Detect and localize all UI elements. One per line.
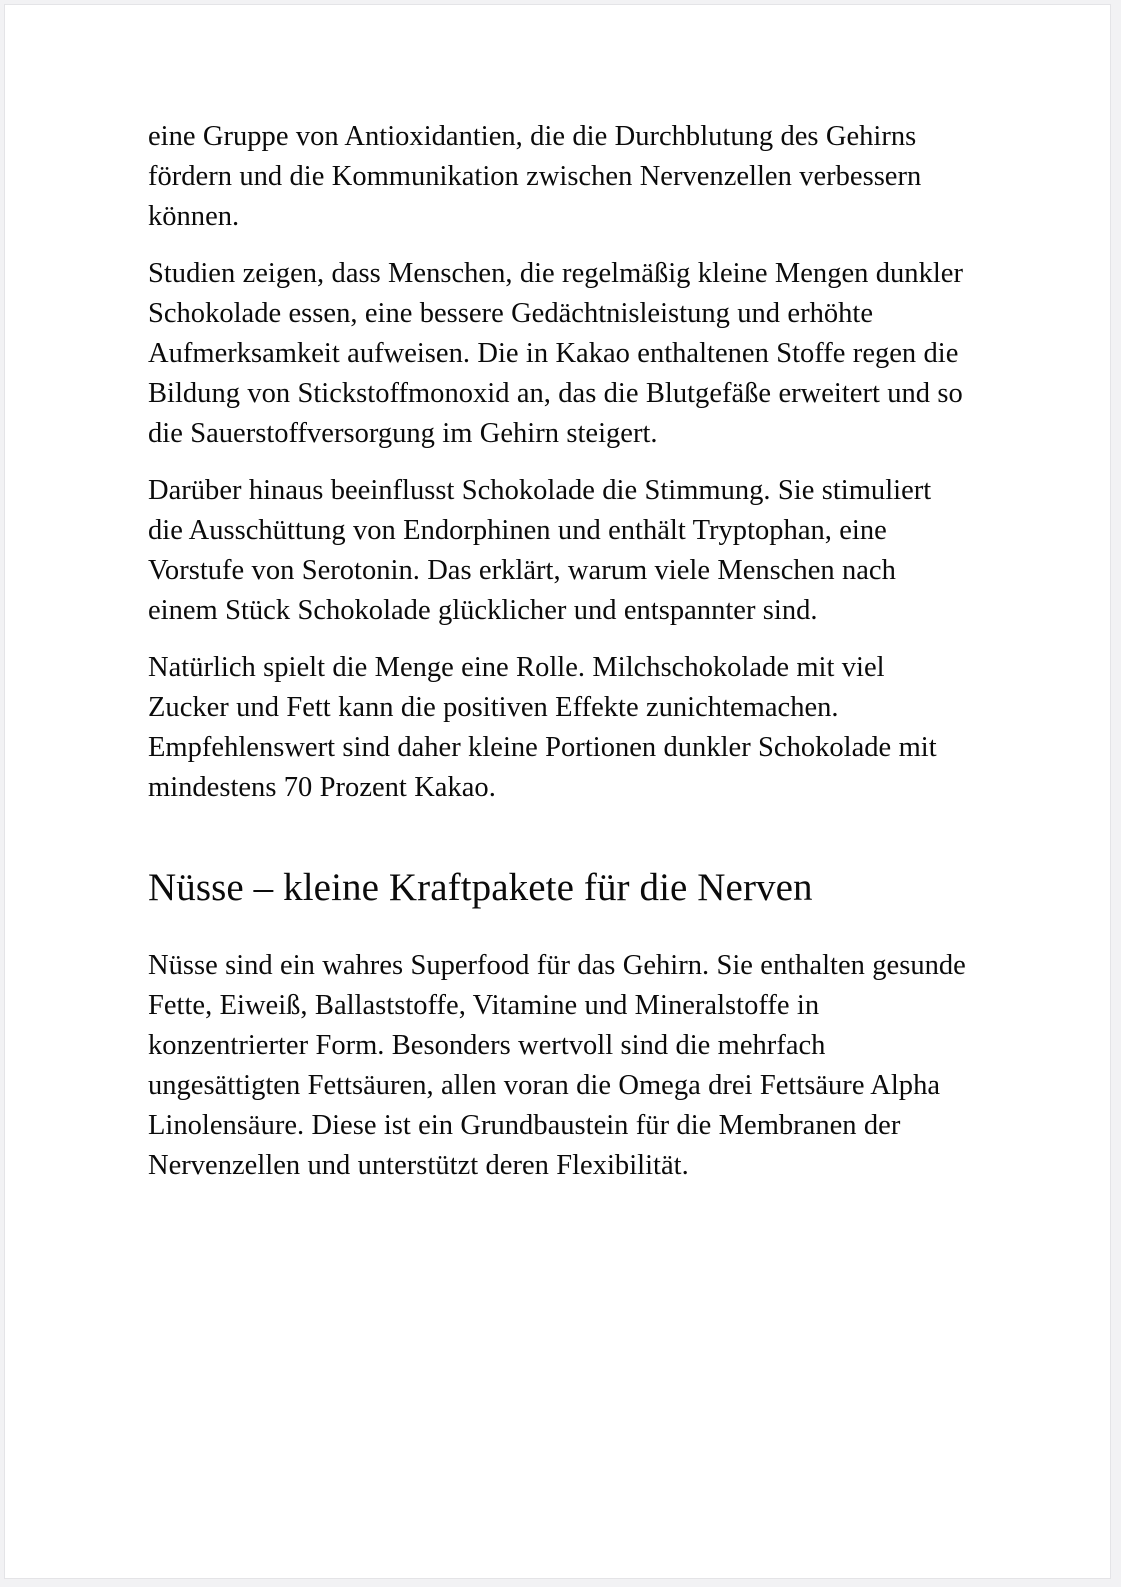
section-heading-block (148, 864, 968, 912)
document-text-column (148, 117, 968, 1186)
body-paragraph-3: Darüber hinaus beeinflusst Schokolade die Stimmung. Sie stimuliert die Ausschüttung von Endorphinen und enthält Tryptophan, eine Vorstufe von Serotonin. Das erklärt, warum viele Menschen nach einem Stück Schokolade glücklicher und entspannter sind. (148, 475, 932, 626)
body-paragraph-2: Studien zeigen, dass Menschen, die regelmäßig kleine Mengen dunkler Schokolade essen, eine bessere Gedächtnisleistung und erhöhte Aufmerksamkeit aufweisen. Die in Kakao enthaltenen Stoffe regen die Bildung von Stickstoffmonoxid an, das die Blutgefäße erweitert und so die Sauerstoffversorgung im Gehirn steigert. (148, 258, 963, 449)
section-heading-nuesse: Nüsse – kleine Kraftpakete für die Nerven (148, 866, 813, 909)
document-page (4, 4, 1111, 1579)
body-paragraph-5: Nüsse sind ein wahres Superfood für das Gehirn. Sie enthalten gesunde Fette, Eiweiß, Ballaststoffe, Vitamine und Mineralstoffe in konzentrierter Form. Besonders wertvoll sind die mehrfach ungesättigten Fettsäuren, allen voran die Omega drei Fettsäure Alpha Linolensäure. Diese ist ein Grundbaustein für die Membranen der Nervenzellen und unterstützt deren Flexibilität. (148, 950, 966, 1181)
body-paragraph-1: eine Gruppe von Antioxidantien, die die Durchblutung des Gehirns fördern und die Kommunikation zwischen Nervenzellen verbessern können. (148, 121, 922, 232)
body-paragraph-4: Natürlich spielt die Menge eine Rolle. Milchschokolade mit viel Zucker und Fett kann die positiven Effekte zunichtemachen. Empfehlenswert sind daher kleine Portionen dunkler Schokolade mit mindestens 70 Prozent Kakao. (148, 652, 937, 803)
